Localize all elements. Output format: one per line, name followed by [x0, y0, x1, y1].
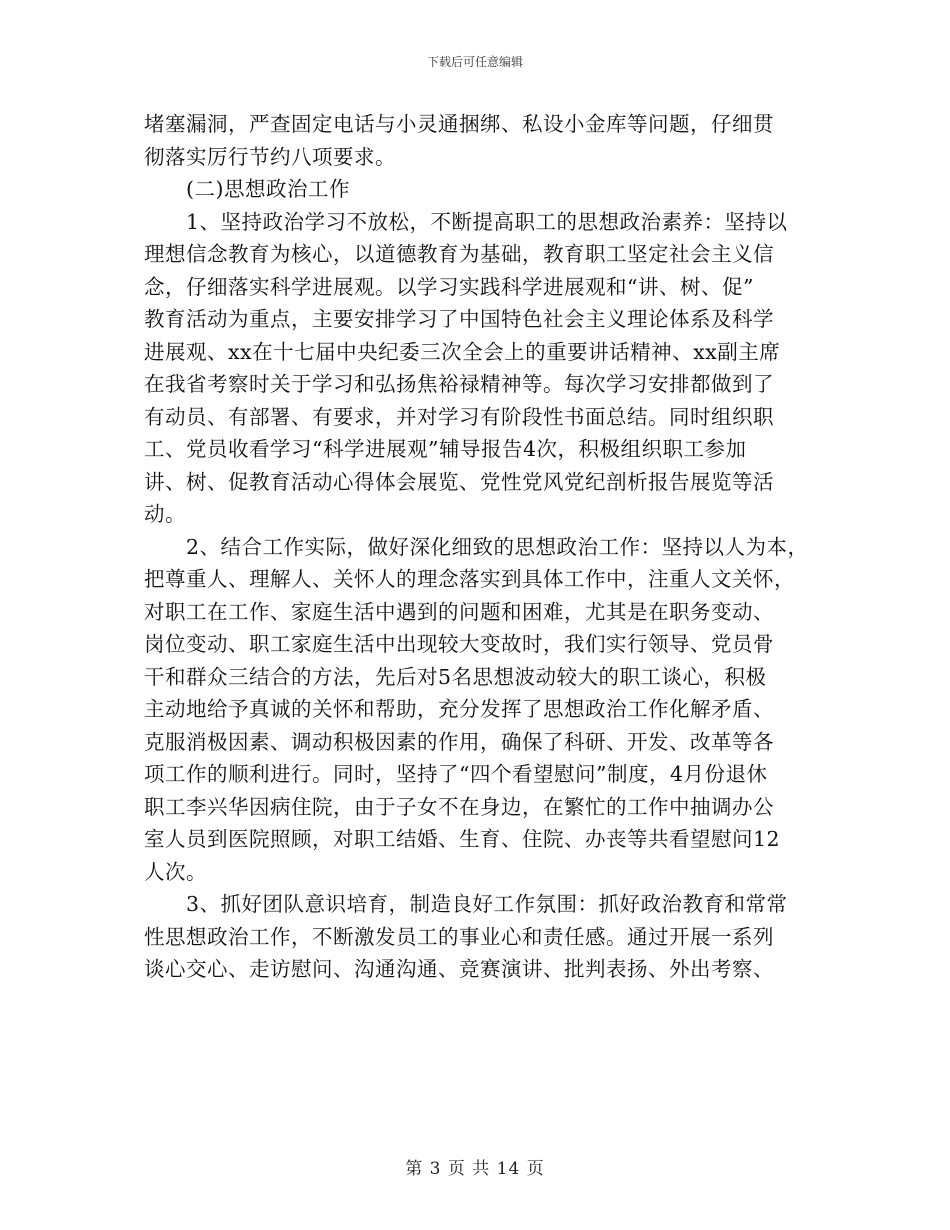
text-line: 有动员、有部署、有要求，并对学习有阶段性书面总结。同时组织职: [144, 404, 774, 429]
text-line: 讲、树、促教育活动心得体会展览、党性党风党纪剖析报告展览等活: [144, 469, 774, 494]
text-line: 工、党员收看学习“科学进展观”辅导报告4次，积极组织职工参加: [144, 437, 747, 461]
text-line: 对职工在工作、家庭生活中遇到的问题和困难，尤其是在职务变动、: [144, 599, 774, 624]
text-line: 彻落实厉行节约八项要求。: [144, 144, 396, 169]
text-line: 岗位变动、职工家庭生活中出现较大变故时，我们实行领导、党员骨: [144, 632, 774, 656]
text-line: 堵塞漏洞，严查固定电话与小灵通捆绑、私设小金库等问题，仔细贯: [144, 112, 774, 136]
text-line: 项工作的顺利进行。同时，坚持了“四个看望慰问”制度，4月份退休: [144, 762, 768, 786]
text-line: 主动地给予真诚的关怀和帮助，充分发挥了思想政治工作化解矛盾、: [144, 697, 774, 721]
text-line: 1、坚持政治学习不放松，不断提高职工的思想政治素养：坚持以: [186, 209, 788, 234]
text-line: 进展观、xx在十七届中央纪委三次全会上的重要讲话精神、xx副主席: [144, 339, 781, 364]
text-line: 性思想政治工作，不断激发员工的事业心和责任感。通过开展一系列: [144, 924, 774, 949]
text-line: 在我省考察时关于学习和弘扬焦裕禄精神等。每次学习安排都做到了: [144, 372, 774, 396]
text-line: 干和群众三结合的方法，先后对5名思想波动较大的职工谈心，积极: [144, 664, 767, 689]
text-line: 动。: [144, 502, 186, 526]
text-line: 克服消极因素、调动积极因素的作用，确保了科研、开发、改革等各: [144, 729, 774, 754]
document-body: [144, 108, 814, 986]
text-line: 人次。: [144, 859, 207, 884]
text-line: 3、抓好团队意识培育，制造良好工作氛围：抓好政治教育和常常: [186, 892, 788, 916]
text-line: 室人员到医院照顾，对职工结婚、生育、住院、办丧等共看望慰问12: [144, 827, 781, 851]
text-line: 谈心交心、走访慰问、沟通沟通、竞赛演讲、批判表扬、外出考察、: [144, 957, 774, 981]
text-line: 教育活动为重点，主要安排学习了中国特色社会主义理论体系及科学: [144, 307, 774, 331]
text-line: 2、结合工作实际，做好深化细致的思想政治工作：坚持以人为本，: [186, 534, 809, 559]
text-line: 职工李兴华因病住院，由于子女不在身边，在繁忙的工作中抽调办公: [144, 794, 774, 819]
page-header: 下载后可任意编辑: [426, 55, 523, 69]
text-line: 理想信念教育为核心，以道德教育为基础，教育职工坚定社会主义信: [144, 242, 774, 266]
text-line: (二)思想政治工作: [186, 177, 350, 201]
text-line: 念，仔细落实科学进展观。以学习实践科学进展观和“讲、树、促”: [144, 274, 754, 299]
text-line: 把尊重人、理解人、关怀人的理念落实到具体工作中，注重人文关怀，: [144, 567, 795, 591]
page-footer: 第 3 页 共 14 页: [405, 1159, 545, 1179]
